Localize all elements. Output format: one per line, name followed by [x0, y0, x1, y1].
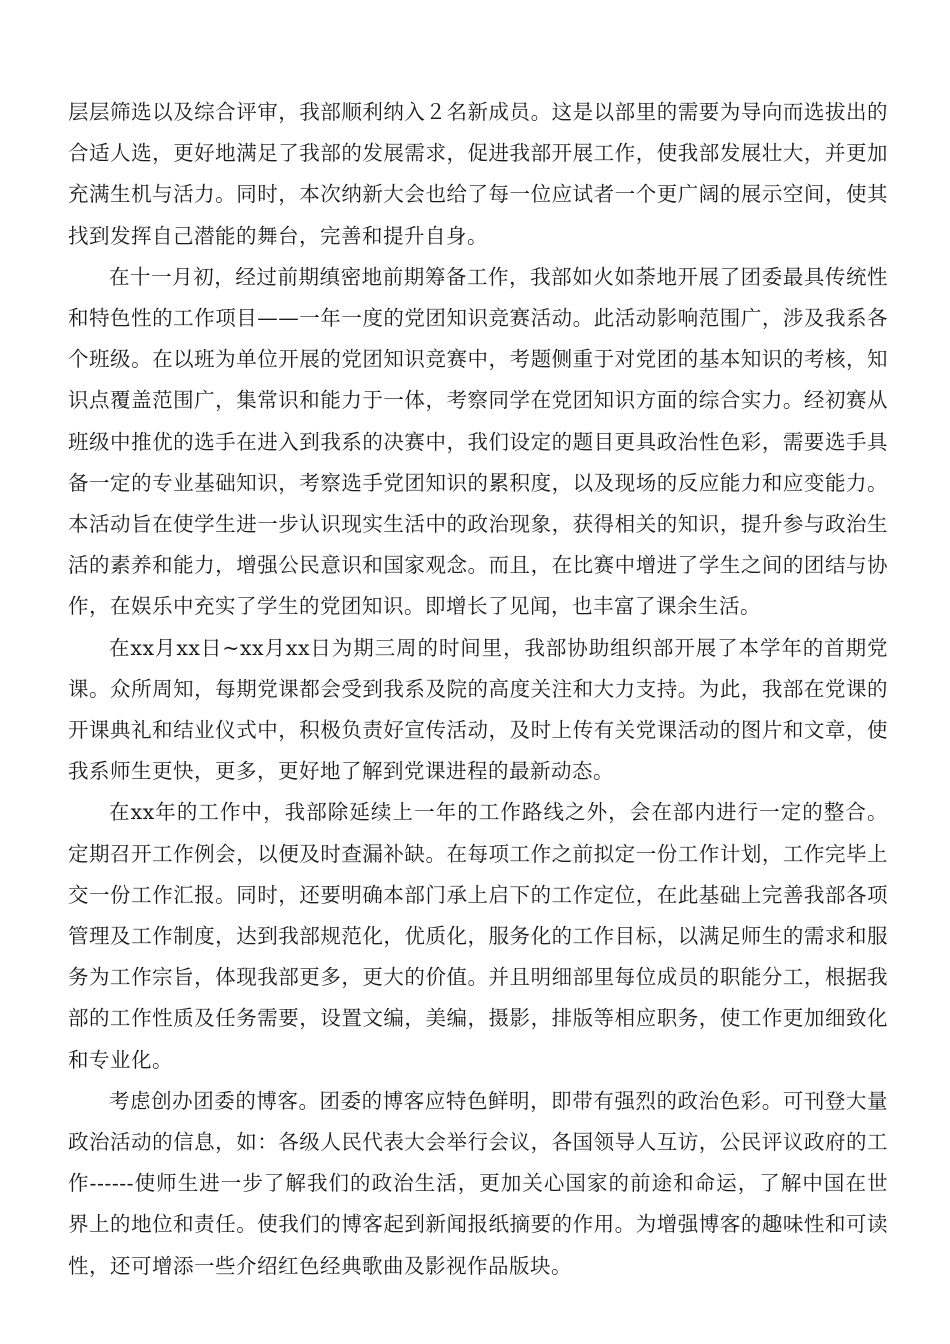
paragraph-continuation: 层层筛选以及综合评审，我部顺利纳入２名新成员。这是以部里的需要为导向而选拔出的合适人选，更好地满足了我部的发展需求，促进我部开展工作，使我部发展壮大，并更加充满生机与活力。同时，本次纳新大会也给了每一位应试者一个更广阔的展示空间，使其找到发挥自己潜能的舞台，完善和提升自身。 [68, 100, 888, 248]
paragraph-party-course: 在xx月xx日~xx月xx日为期三周的时间里，我部协助组织部开展了本学年的首期党课。众所周知，每期党课都会受到我系及院的高度关注和大力支持。为此，我部在党课的开课典礼和结业仪式中，积极负责好宣传活动，及时上传有关党课活动的图片和文章，使我系师生更快，更多，更好地了解到党课进程的最新动态。 [68, 635, 888, 784]
paragraph-knowledge-contest: 在十一月初，经过前期缜密地前期筹备工作，我部如火如荼地开展了团委最具传统性和特色性的工作项目——一年一度的党团知识竞赛活动。此活动影响范围广，涉及我系各个班级。在以班为单位开展的党团知识竞赛中，考题侧重于对党团的基本知识的考核，知识点覆盖范围广，集常识和能力于一体，考察同学在党团知识方面的综合实力。经初赛从班级中推优的选手在进入到我系的决赛中，我们设定的题目更具政治性色彩，需要选手具备一定的专业基础知识，考察选手党团知识的累积度，以及现场的反应能力和应变能力。本活动旨在使学生进一步认识现实生活中的政治现象，获得相关的知识，提升参与政治生活的素养和能力，增强公民意识和国家观念。而且，在比赛中增进了学生之间的团结与协作，在娱乐中充实了学生的党团知识。即增长了见闻，也丰富了课余生活。 [68, 264, 888, 619]
paragraph-work-plan: 在xx年的工作中，我部除延续上一年的工作路线之外，会在部内进行一定的整合。定期召开工作例会，以便及时查漏补缺。在每项工作之前拟定一份工作计划，工作完毕上交一份工作汇报。同时，还要明确本部门承上启下的工作定位，在此基础上完善我部各项管理及工作制度，达到我部规范化，优质化，服务化的工作目标，以满足师生的需求和服务为工作宗旨，体现我部更多，更大的价值。并且明细部里每位成员的职能分工，根据我部的工作性质及任务需要，设置文编，美编，摄影，排版等相应职务，使工作更加细致化和专业化。 [68, 800, 888, 1072]
paragraph-blog-proposal: 考虑创办团委的博客。团委的博客应特色鲜明，即带有强烈的政治色彩。可刊登大量政治活动的信息，如：各级人民代表大会举行会议，各国领导人互访，公民评议政府的工作------使师生进一步了解我们的政治生活，更加关心国家的前途和命运，了解中国在世界上的地位和责任。使我们的博客起到新闻报纸摘要的作用。为增强博客的趣味性和可读性，还可增添一些介绍红色经典歌曲及影视作品版块。 [68, 1088, 888, 1278]
document-body [68, 92, 888, 1287]
